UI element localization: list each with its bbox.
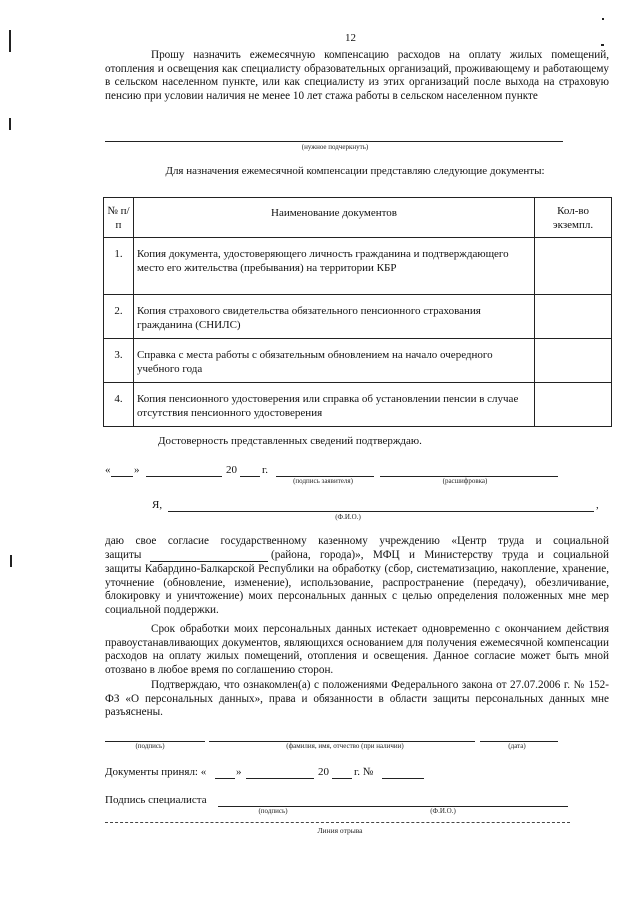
header-name: Наименование документов (133, 198, 534, 238)
row-count[interactable] (535, 295, 612, 339)
table-row (104, 383, 612, 427)
page-number: 12 (345, 32, 356, 44)
final-signature-label: (подпись) (135, 742, 165, 750)
accepted-day-field[interactable] (215, 778, 235, 779)
specialist-fio-label: (Ф.И.О.) (430, 807, 456, 815)
date-year-field[interactable] (240, 476, 260, 477)
specialist-signature-label: (подпись) (258, 807, 288, 815)
table-header-row (104, 198, 612, 238)
applicant-signature-label: (подпись заявителя) (293, 477, 353, 485)
table-row (104, 295, 612, 339)
accepted-close-quote: » (236, 766, 242, 778)
accepted-year-suffix: г. № (354, 766, 374, 778)
header-count: Кол-во экземпл. (535, 198, 612, 238)
row-count[interactable] (535, 238, 612, 295)
accepted-number-field[interactable] (382, 778, 424, 779)
consent-line-2b: (района, города)», МФЦ и Министерству труда и социальной (271, 549, 609, 561)
scan-mark-left-low (10, 555, 12, 567)
applicant-decoding-label: (расшифровка) (442, 477, 488, 485)
consent-fio-label: (Ф.И.О.) (335, 513, 361, 521)
underline-note: (нужное подчеркнуть) (301, 143, 369, 151)
table-row (104, 339, 612, 383)
tear-line (105, 822, 570, 823)
date-year-suffix: г. (262, 464, 269, 476)
date-open-quote: « (105, 464, 111, 476)
consent-line-1: даю свое согласие государственному казенному учреждению «Центр труда и социальной (105, 535, 609, 547)
row-name: Копия пенсионного удостоверения или справка об установлении пенсии в случае отсутствия пенсионного удостоверения (133, 383, 534, 427)
consent-ya: Я, (152, 499, 163, 511)
documents-intro: Для назначения ежемесячной компенсации представляю следующие документы: (165, 165, 545, 177)
specialist-label: Подпись специалиста (105, 794, 207, 806)
district-field[interactable] (150, 561, 268, 562)
row-num: 1. (104, 238, 134, 295)
final-date-label: (дата) (508, 742, 526, 750)
tear-line-label: Линия отрыва (317, 826, 363, 835)
accepted-year-prefix: 20 (318, 766, 329, 778)
row-num: 4. (104, 383, 134, 427)
date-close-quote: » (134, 464, 140, 476)
accepted-month-field[interactable] (246, 778, 314, 779)
scan-mark-left-top (9, 30, 11, 52)
confirm-text: Достоверность представленных сведений подтверждаю. (158, 435, 422, 447)
scan-mark-right-dot (601, 44, 604, 46)
header-num: № п/п (104, 198, 134, 238)
row-num: 2. (104, 295, 134, 339)
table-row (104, 238, 612, 295)
request-paragraph: Прошу назначить ежемесячную компенсацию расходов на оплату жилых помещений, отопления и освещения как специалисту образовательных организаций, проживающему и работающему в сельском населенном пункте, или как специалисту из этих организаций после выхода на страховую пенсию при условии наличия не менее 10 лет стажа работы в сельском населенном пункте (105, 49, 609, 102)
date-year-prefix: 20 (226, 464, 237, 476)
underline-field[interactable] (105, 141, 563, 142)
accepted-year-field[interactable] (332, 778, 352, 779)
row-count[interactable] (535, 383, 612, 427)
row-name: Копия страхового свидетельства обязательного пенсионного страхования гражданина (СНИЛС) (133, 295, 534, 339)
documents-table (103, 197, 612, 427)
consent-paragraph-2: Срок обработки моих персональных данных истекает одновременно с окончанием действия правоустанавливающих документов, являющихся основанием для получения ежемесячной компенсации расходов на оплату жилых помещений, отопления и освещения. Данное согласие может быть мной отозвано в любое время по соглашению сторон. (105, 623, 609, 676)
accepted-label: Документы принял: « (105, 766, 207, 778)
consent-line-2a: защиты (105, 549, 142, 561)
row-count[interactable] (535, 339, 612, 383)
consent-paragraph-3: Подтверждаю, что ознакомлен(а) с положениями Федерального закона от 27.07.2006 г. № 152-ФЗ «О персональных данных», права и обязанности в области защиты персональных данных мне разъяснены. (105, 679, 609, 719)
date-month-field[interactable] (146, 476, 222, 477)
scan-mark-left-mid (9, 118, 11, 130)
date-day-field[interactable] (111, 476, 133, 477)
consent-fio-field[interactable] (168, 511, 594, 512)
consent-comma: , (596, 499, 599, 511)
row-name: Справка с места работы с обязательным обновлением на начало очередного учебного года (133, 339, 534, 383)
consent-paragraph-1: защиты Кабардино-Балкарской Республики на обработку (сбор, систематизацию, накопление, хранение, уточнение (обновление, изменение), использование, распространение (передачу), обезличивание, блокировку и уничтожение) моих персональных данных с целью определения положенных мне мер социальной поддержки. (105, 563, 609, 616)
row-name: Копия документа, удостоверяющего личность гражданина и подтверждающего место его жительства (пребывания) на территории КБР (133, 238, 534, 295)
row-num: 3. (104, 339, 134, 383)
scan-mark-right-top (602, 18, 604, 20)
final-fullname-label: (фамилия, имя, отчество (при наличии) (286, 742, 404, 750)
